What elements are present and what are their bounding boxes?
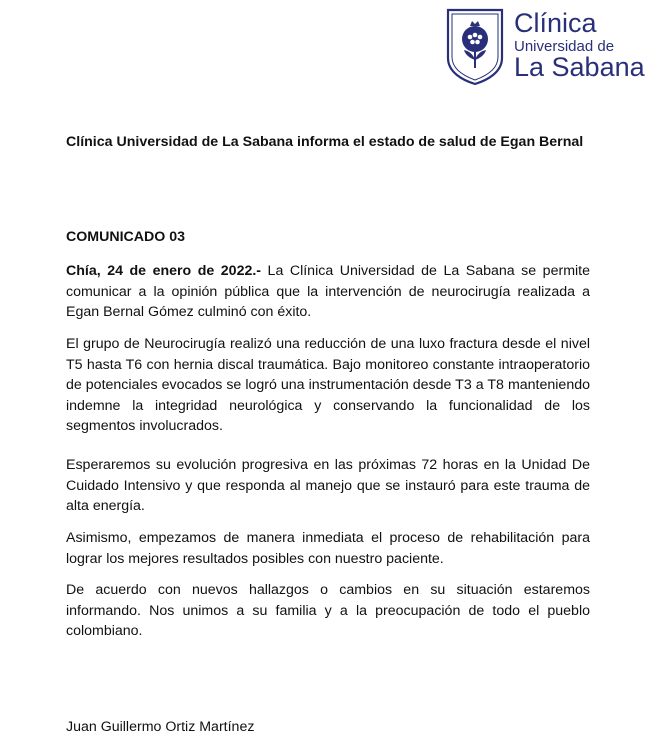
paragraph-4: Asimismo, empezamos de manera inmediata el proceso de rehabilitación para lograr los mejores resultados posibles con nuestro paciente. [66,530,590,567]
paragraph-3: Esperaremos su evolución progresiva en las próximas 72 horas en la Unidad De Cuidado Intensivo y que responda al manejo que se instauró para este trauma de alta energía. [66,457,590,514]
paragraph-5: De acuerdo con nuevos hallazgos o cambios en su situación estaremos informando. Nos unimos a su familia y a la preocupación de todo el pueblo colombiano. [66,582,590,639]
document-headline: Clínica Universidad de La Sabana informa el estado de salud de Egan Bernal [66,134,584,150]
logo-line-la-sabana: La Sabana [514,52,645,82]
pomegranate-shield-icon [446,8,504,86]
signature-name: Juan Guillermo Ortiz Martínez [66,719,255,735]
paragraph-2: El grupo de Neurocirugía realizó una reducción de una luxo fractura desde el nivel T5 hasta T6 con hernia discal traumática. Bajo monitoreo constante intraoperatorio de potenciales evocados se logró una instrumentación desde T3 a T8 manteniendo indemne la integridad neurológica y conservando la funcionalidad de los segmentos involucrados. [66,336,590,434]
logo-line-clinica: Clínica [514,8,597,38]
clinic-logo [446,8,656,86]
paragraph-1 [66,261,590,323]
paragraph-1-body: La Clínica Universidad de La Sabana se permite comunicar a la opinión pública que la intervención de neurocirugía realizada a Egan Bernal Gómez culminó con éxito. [66,263,590,320]
dateline: Chía, 24 de enero de 2022.- [66,263,262,279]
communique-label: COMUNICADO 03 [66,229,186,245]
logo-line-universidad: Universidad de [514,38,615,55]
